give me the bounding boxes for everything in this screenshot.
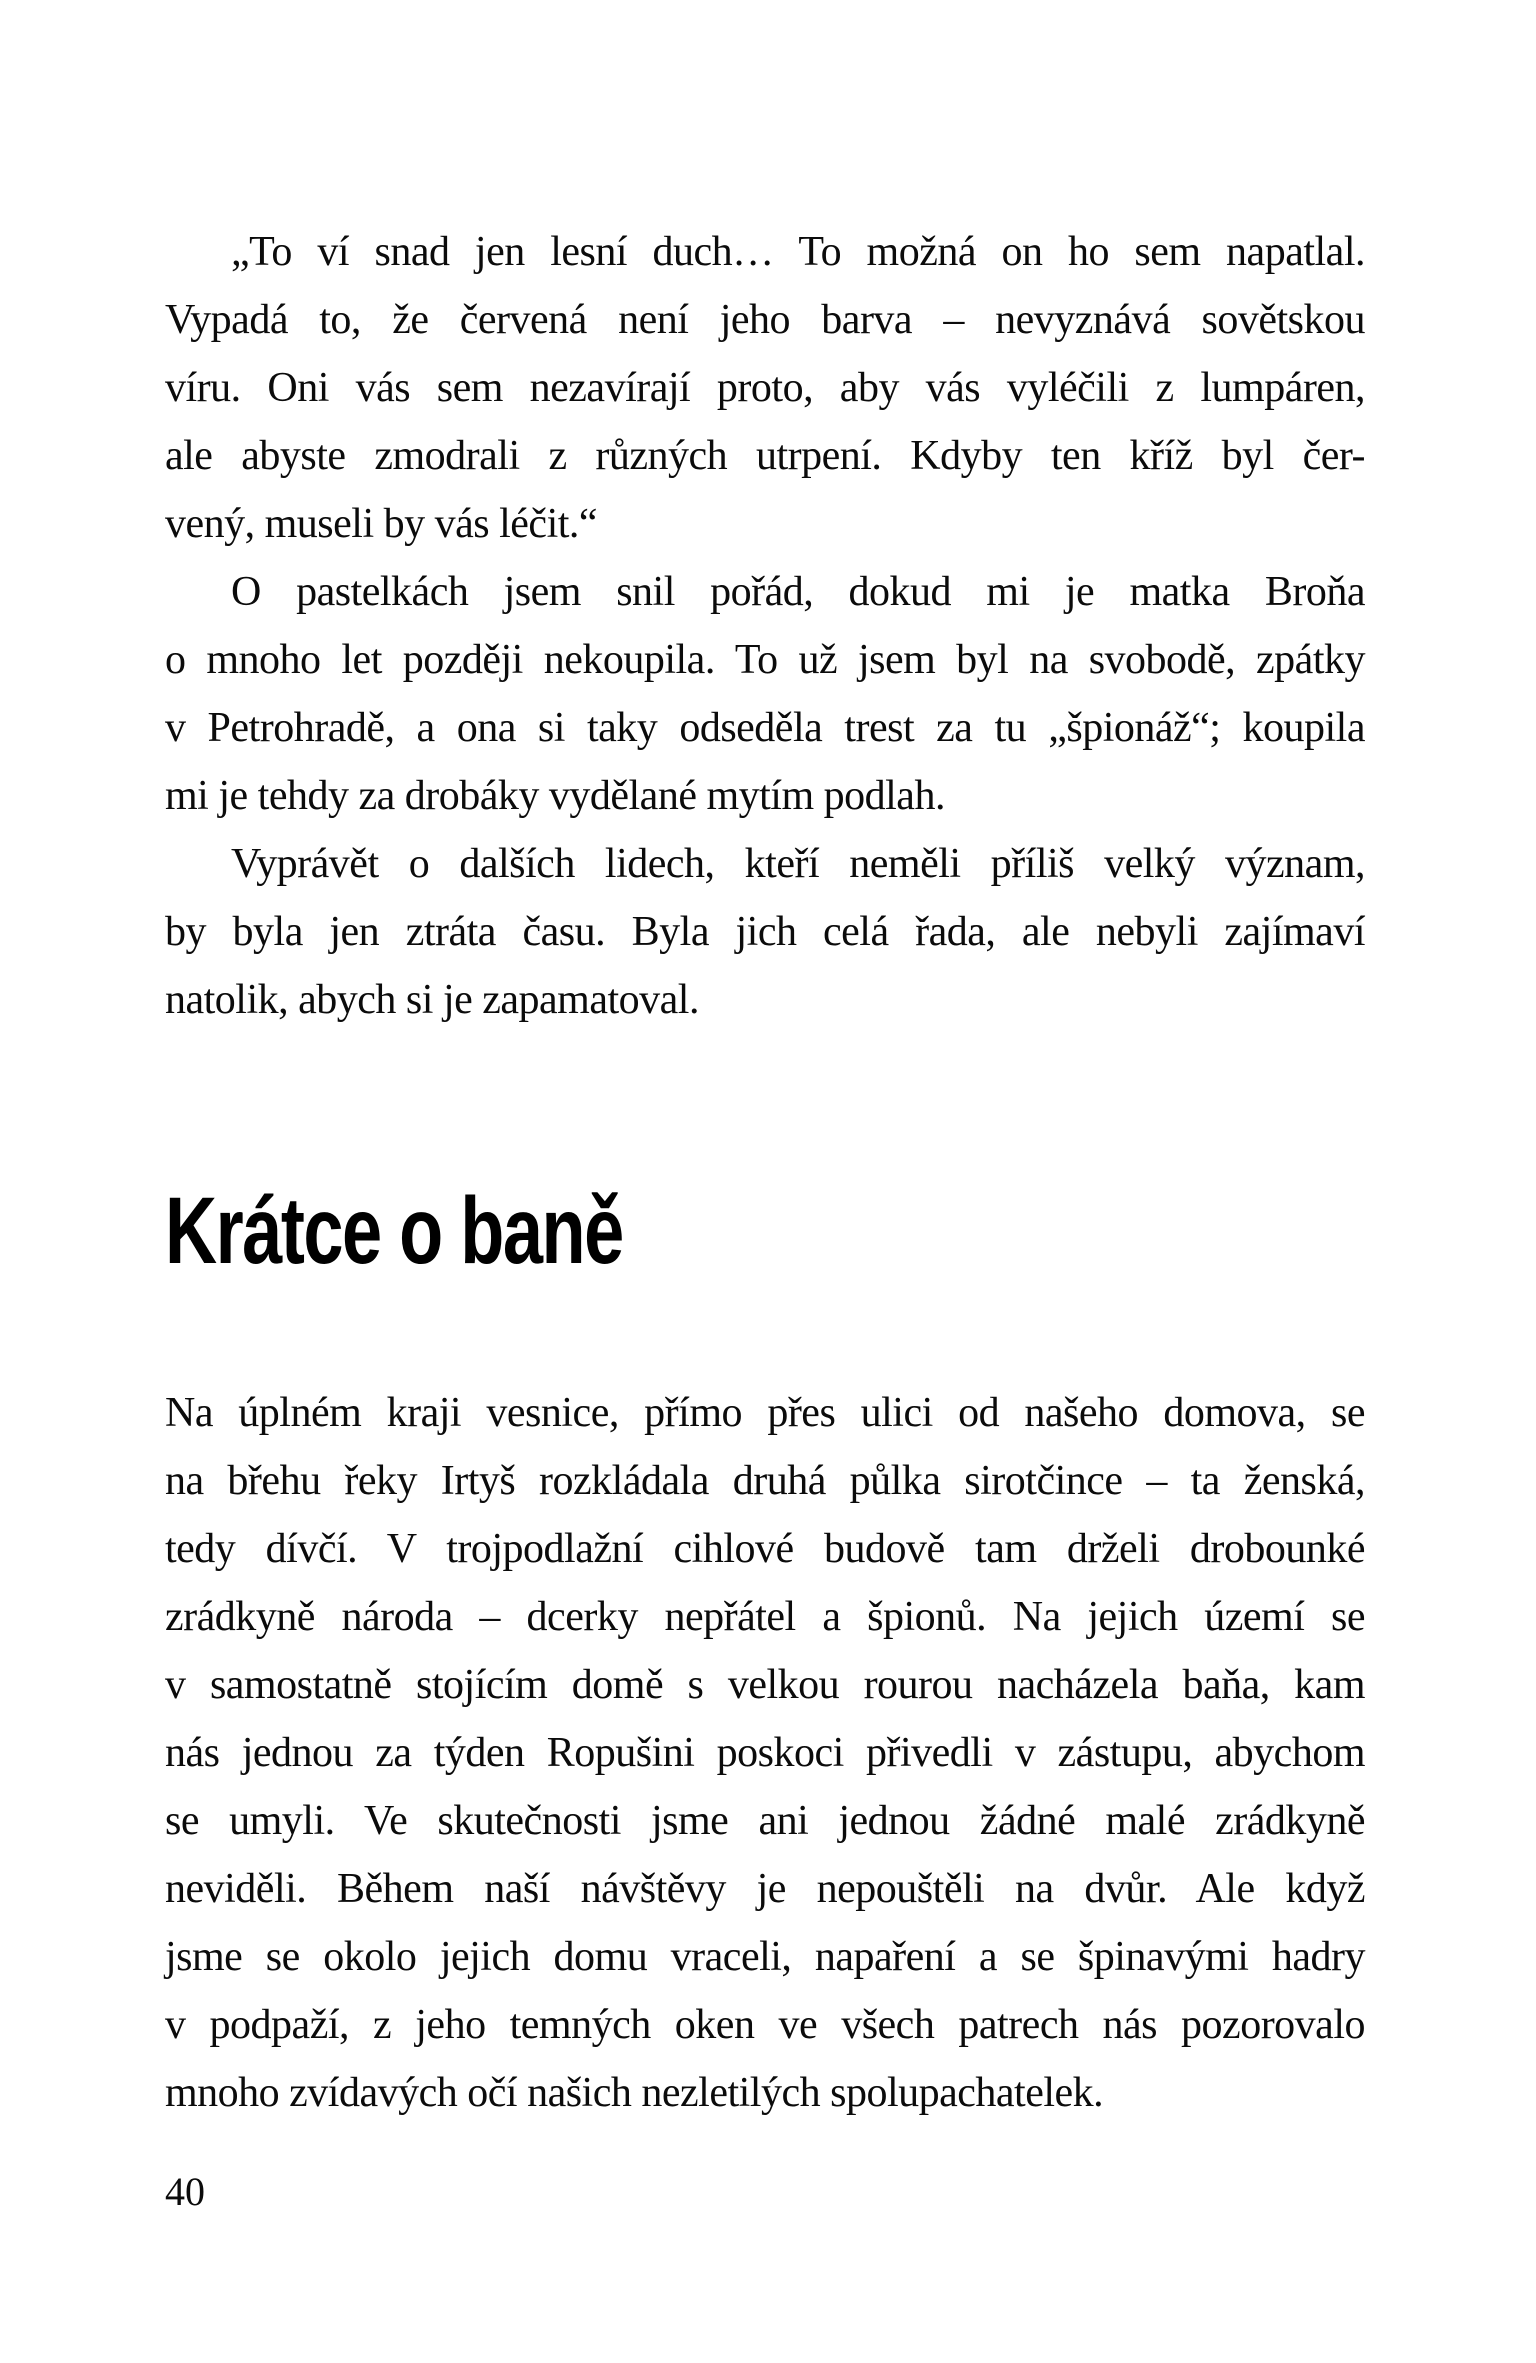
text-line: Na úplném kraji vesnice, přímo přes ulici od našeho domova, se bbox=[165, 1390, 1365, 1436]
text-line: natolik, abych si je zapamatoval. bbox=[165, 977, 699, 1023]
text-line: nás jednou za týden Ropušini poskoci přivedli v zástupu, abychom bbox=[165, 1730, 1365, 1776]
text-line: neviděli. Během naší návštěvy je nepouštěli na dvůr. Ale když bbox=[165, 1866, 1365, 1912]
text-line: O pastelkách jsem snil pořád, dokud mi je matka Broňa bbox=[231, 569, 1365, 615]
text-line: tedy dívčí. V trojpodlažní cihlové budově tam drželi drobounké bbox=[165, 1526, 1365, 1572]
text-line: by byla jen ztráta času. Byla jich celá řada, ale nebyli zajímaví bbox=[165, 909, 1365, 955]
section-heading: Krátce o baně bbox=[165, 1178, 623, 1284]
text-column bbox=[165, 218, 1365, 2127]
paragraph-3 bbox=[165, 830, 1365, 1034]
text-line: v samostatně stojícím domě s velkou rourou nacházela baňa, kam bbox=[165, 1662, 1365, 1708]
paragraph-4 bbox=[165, 1379, 1365, 2127]
text-line: mnoho zvídavých očí našich nezletilých spolupachatelek. bbox=[165, 2070, 1104, 2116]
text-line: Vypadá to, že červená není jeho barva – nevyznává sovětskou bbox=[165, 297, 1365, 343]
text-line: vený, museli by vás léčit.“ bbox=[165, 501, 598, 547]
text-line: o mnoho let později nekoupila. To už jsem byl na svobodě, zpátky bbox=[165, 637, 1365, 683]
text-line: v podpaží, z jeho temných oken ve všech patrech nás pozorovalo bbox=[165, 2002, 1365, 2048]
text-line: zrádkyně národa – dcerky nepřátel a špionů. Na jejich území se bbox=[165, 1594, 1365, 1640]
text-line: na břehu řeky Irtyš rozkládala druhá půlka sirotčince – ta ženská, bbox=[165, 1458, 1365, 1504]
text-line: se umyli. Ve skutečnosti jsme ani jednou žádné malé zrádkyně bbox=[165, 1798, 1365, 1844]
paragraph-1 bbox=[165, 218, 1365, 558]
text-line: ale abyste zmodrali z různých utrpení. Kdyby ten kříž byl čer- bbox=[165, 433, 1365, 479]
text-line: „To ví snad jen lesní duch… To možná on ho sem napatlal. bbox=[231, 229, 1365, 275]
page-number: 40 bbox=[165, 2169, 205, 2214]
text-line: jsme se okolo jejich domu vraceli, napaření a se špinavými hadry bbox=[165, 1934, 1365, 1980]
text-line: v Petrohradě, a ona si taky odseděla trest za tu „špionáž“; koupila bbox=[165, 705, 1365, 751]
text-line: Vyprávět o dalších lidech, kteří neměli příliš velký význam, bbox=[231, 841, 1365, 887]
text-line: mi je tehdy za drobáky vydělané mytím podlah. bbox=[165, 773, 945, 819]
text-line: víru. Oni vás sem nezavírají proto, aby vás vyléčili z lumpáren, bbox=[165, 365, 1365, 411]
paragraph-2 bbox=[165, 558, 1365, 830]
